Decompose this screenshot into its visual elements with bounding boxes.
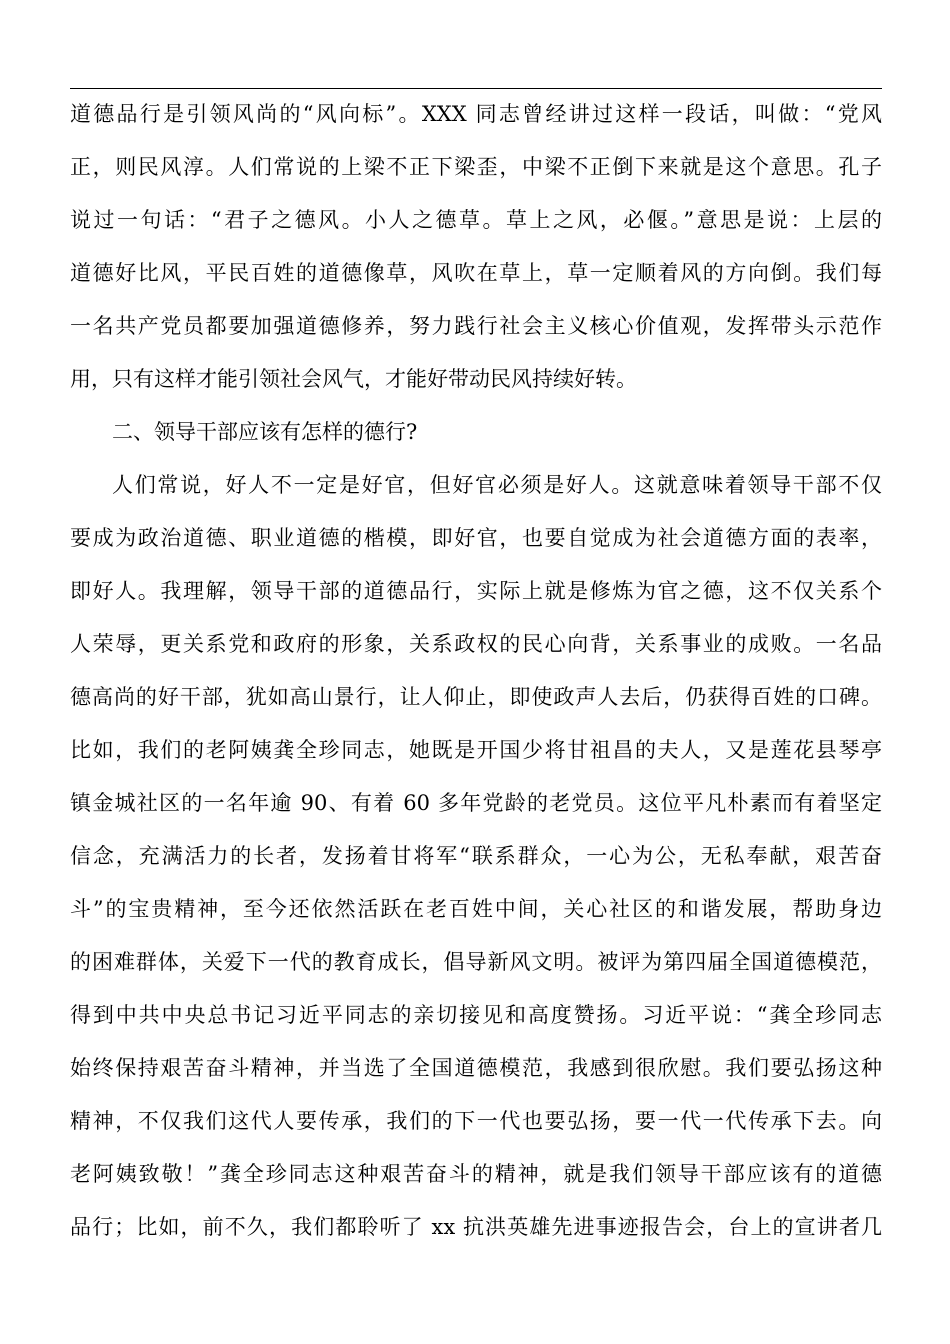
paragraph-2-line-4: 人荣辱，更关系党和政府的形象，关系政权的民心向背，关系事业的成败。一名品 bbox=[70, 632, 882, 656]
paragraph-2-line-8: 信念，充满活力的长者，发扬着甘将军“联系群众，一心为公，无私奉献，艰苦奋 bbox=[70, 844, 882, 868]
paragraph-1-line-1: 道德品行是引领风尚的“风向标”。XXX 同志曾经讲过这样一段话，叫做：“党风 bbox=[70, 102, 882, 126]
paragraph-2-line-15: 品行；比如，前不久，我们都聆听了 xx 抗洪英雄先进事迹报告会，台上的宣讲者几 bbox=[70, 1215, 882, 1239]
paragraph-2-line-9: 斗”的宝贵精神，至今还依然活跃在老百姓中间，关心社区的和谐发展，帮助身边 bbox=[70, 897, 882, 921]
paragraph-2-line-14: 老阿姨致敬！”龚全珍同志这种艰苦奋斗的精神，就是我们领导干部应该有的道德 bbox=[70, 1162, 882, 1186]
paragraph-2-line-2: 要成为政治道德、职业道德的楷模，即好官，也要自觉成为社会道德方面的表率， bbox=[70, 526, 882, 550]
paragraph-2-line-3: 即好人。我理解，领导干部的道德品行，实际上就是修炼为官之德，这不仅关系个 bbox=[70, 579, 882, 603]
paragraph-2-line-1: 人们常说，好人不一定是好官，但好官必须是好人。这就意味着领导干部不仅 bbox=[112, 473, 882, 497]
paragraph-1-line-6: 用，只有这样才能引领社会风气，才能好带动民风持续好转。 bbox=[70, 367, 637, 391]
paragraph-1-line-2: 正，则民风淳。人们常说的上梁不正下梁歪，中梁不正倒下来就是这个意思。孔子 bbox=[70, 155, 882, 179]
paragraph-2-line-5: 德高尚的好干部，犹如高山景行，让人仰止，即使政声人去后，仍获得百姓的口碑。 bbox=[70, 685, 882, 709]
paragraph-1-line-4: 道德好比风，平民百姓的道德像草，风吹在草上，草一定顺着风的方向倒。我们每 bbox=[70, 261, 882, 285]
paragraph-2-line-13: 精神，不仅我们这代人要传承，我们的下一代也要弘扬，要一代一代传承下去。向 bbox=[70, 1109, 882, 1133]
paragraph-2-line-10: 的困难群体，关爱下一代的教育成长，倡导新风文明。被评为第四届全国道德模范， bbox=[70, 950, 882, 974]
paragraph-2-line-12: 始终保持艰苦奋斗精神，并当选了全国道德模范，我感到很欣慰。我们要弘扬这种 bbox=[70, 1056, 882, 1080]
paragraph-2-line-11: 得到中共中央总书记习近平同志的亲切接见和高度赞扬。习近平说：“龚全珍同志 bbox=[70, 1003, 882, 1027]
paragraph-1-line-3: 说过一句话：“君子之德风。小人之德草。草上之风，必偃。”意思是说：上层的 bbox=[70, 208, 882, 232]
paragraph-2-line-6: 比如，我们的老阿姨龚全珍同志，她既是开国少将甘祖昌的夫人，又是莲花县琴亭 bbox=[70, 738, 882, 762]
paragraph-1-line-5: 一名共产党员都要加强道德修养，努力践行社会主义核心价值观，发挥带头示范作 bbox=[70, 314, 882, 338]
paragraph-2-line-7: 镇金城社区的一名年逾 90、有着 60 多年党龄的老党员。这位平凡朴素而有着坚定 bbox=[70, 791, 882, 815]
document-body bbox=[70, 88, 882, 1254]
section-heading: 二、领导干部应该有怎样的德行? bbox=[112, 420, 418, 444]
